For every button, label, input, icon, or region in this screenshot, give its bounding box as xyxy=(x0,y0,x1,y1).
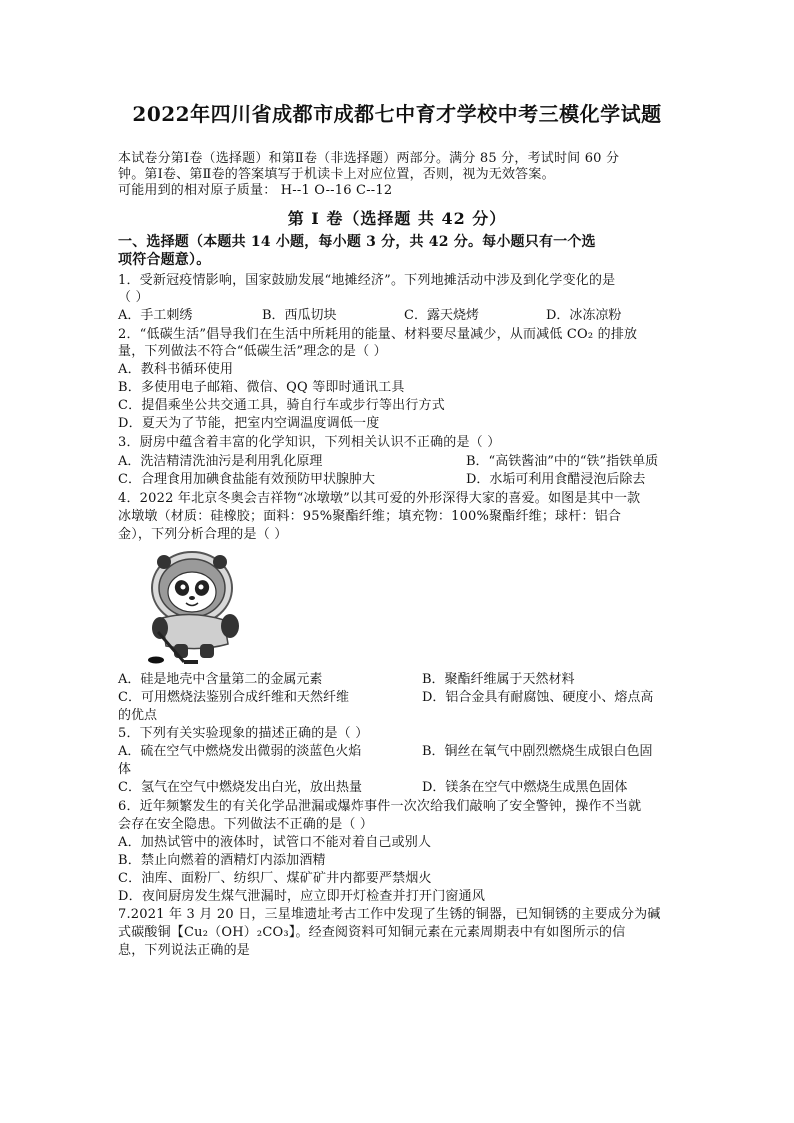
question-4-stem: 金），下列分析合理的是（ ） xyxy=(118,527,288,542)
intro-line: 钟。第Ⅰ卷、第Ⅱ卷的答案填写于机读卡上对应位置，否则，视为无效答案。 xyxy=(118,167,555,182)
question-6-stem: 会存在安全隐患。下列做法不正确的是（ ） xyxy=(118,817,374,832)
panda-hockey-illustration xyxy=(140,548,246,668)
question-1-stem: 1．受新冠疫情影响，国家鼓励发展“地摊经济”。下列地摊活动中涉及到化学变化的是 xyxy=(118,273,616,288)
question-1-option-d: D．冰冻凉粉 xyxy=(546,308,622,323)
part-heading: 项符合题意）。 xyxy=(118,252,211,268)
question-7-stem: 式碳酸铜【Cu₂（OH）₂CO₃】。经查阅资料可知铜元素在元素周期表中有如图所示的信 xyxy=(118,925,626,940)
question-5-stem: 5．下列有关实验现象的描述正确的是（ ） xyxy=(118,726,369,741)
question-4-option-c: C．可用燃烧法鉴别合成纤维和天然纤维 xyxy=(118,690,349,705)
question-3-stem: 3．厨房中蕴含着丰富的化学知识，下列相关认识不正确的是（ ） xyxy=(118,435,501,450)
question-2-option-d: D．夏天为了节能，把室内空调温度调低一度 xyxy=(118,416,380,431)
question-2-stem: 量，下列做法不符合“低碳生活”理念的是（ ） xyxy=(118,344,387,359)
question-5-option-c: C．氢气在空气中燃烧发出白光，放出热量 xyxy=(118,780,362,795)
question-5-option-b-cont: 体 xyxy=(118,762,132,777)
question-5-option-b: B．铜丝在氧气中剧烈燃烧生成银白色固 xyxy=(422,744,653,759)
question-2-option-a: A．教科书循环使用 xyxy=(118,362,234,377)
question-5-option-d: D．镁条在空气中燃烧生成黑色固体 xyxy=(422,780,628,795)
question-4-option-d-cont: 的优点 xyxy=(118,708,158,723)
question-4-option-d: D．铝合金具有耐腐蚀、硬度小、熔点高 xyxy=(422,690,654,705)
question-7-stem: 7.2021 年 3 月 20 日，三星堆遗址考古工作中发现了生锈的铜器，已知铜锈的主要成分为碱 xyxy=(118,907,661,922)
bing-dwen-dwen-figure xyxy=(140,548,246,668)
question-6-option-c: C．油库、面粉厂、纺织厂、煤矿矿井内都要严禁烟火 xyxy=(118,871,432,886)
question-6-option-a: A．加热试管中的液体时，试管口不能对着自己或别人 xyxy=(118,835,432,850)
question-3-option-d: D．水垢可利用食醋浸泡后除去 xyxy=(466,472,646,487)
question-2-option-c: C．提倡乘坐公共交通工具，骑自行车或步行等出行方式 xyxy=(118,398,445,413)
intro-line: 本试卷分第Ⅰ卷（选择题）和第Ⅱ卷（非选择题）两部分。满分 85 分，考试时间 60 分 xyxy=(118,151,620,166)
question-1-option-b: B．西瓜切块 xyxy=(262,308,337,323)
question-4-option-a: A．硅是地壳中含量第二的金属元素 xyxy=(118,672,323,687)
question-3-option-a: A．洗洁精清洗油污是利用乳化原理 xyxy=(118,454,323,469)
question-1-stem: （ ） xyxy=(118,290,149,305)
question-6-option-d: D．夜间厨房发生煤气泄漏时，应立即开灯检查并打开门窗通风 xyxy=(118,889,486,904)
question-5-option-a: A．硫在空气中燃烧发出微弱的淡蓝色火焰 xyxy=(118,744,362,759)
exam-title: 2022年四川省成都市成都七中育才学校中考三模化学试题 xyxy=(132,102,662,126)
question-4-stem: 4．2022 年北京冬奥会吉祥物“冰墩墩”以其可爱的外形深得大家的喜爱。如图是其中一款 xyxy=(118,491,641,506)
question-3-option-c: C．合理食用加碘食盐能有效预防甲状腺肿大 xyxy=(118,472,375,487)
question-2-option-b: B．多使用电子邮箱、微信、QQ 等即时通讯工具 xyxy=(118,380,405,395)
section-title: 第 Ⅰ 卷（选择题 共 42 分） xyxy=(287,209,507,228)
question-2-stem: 2．“低碳生活”倡导我们在生活中所耗用的能量、材料要尽量减少，从而减低 CO₂ 的排放 xyxy=(118,327,638,342)
question-1-option-a: A．手工刺绣 xyxy=(118,308,193,323)
question-4-option-b: B．聚酯纤维属于天然材料 xyxy=(422,672,575,687)
question-7-stem: 息，下列说法正确的是 xyxy=(118,943,251,958)
question-1-option-c: C．露天烧烤 xyxy=(404,308,479,323)
question-6-option-b: B．禁止向燃着的酒精灯内添加酒精 xyxy=(118,853,326,868)
part-heading: 一、选择题（本题共 14 小题，每小题 3 分，共 42 分。每小题只有一个选 xyxy=(118,234,596,250)
question-3-option-b: B．“高铁酱油”中的“铁”指铁单质 xyxy=(466,454,659,469)
intro-line: 可能用到的相对原子质量： H--1 O--16 C--12 xyxy=(118,183,393,198)
question-6-stem: 6．近年频繁发生的有关化学品泄漏或爆炸事件一次次给我们敲响了安全警钟，操作不当就 xyxy=(118,799,642,814)
question-4-stem: 冰墩墩（材质：硅橡胶；面料：95%聚酯纤维；填充物：100%聚酯纤维；球杆：铝合 xyxy=(118,509,622,524)
